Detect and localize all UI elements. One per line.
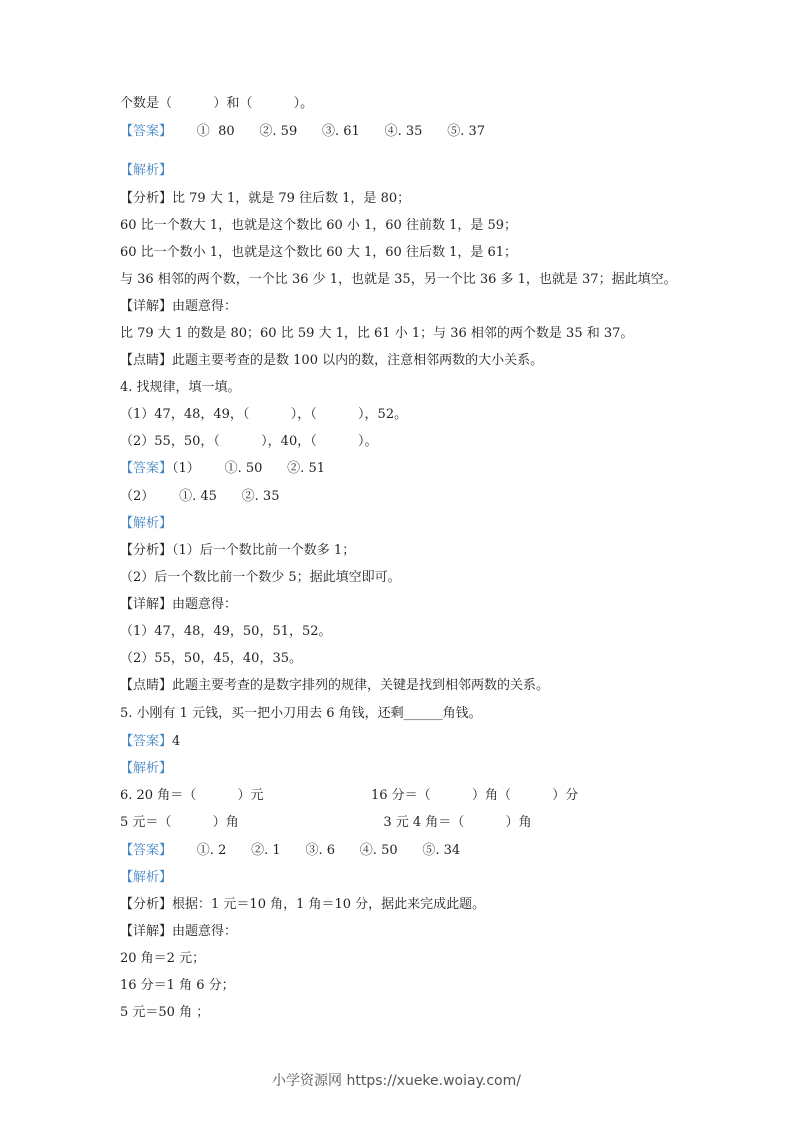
line-text: 比 79 大 1 的数是 80；60 比 59 大 1，比 61 小 1；与 36 相邻的两个数是 35 和 37。	[120, 326, 634, 341]
section-tag: 【点睛】	[120, 353, 173, 368]
line-text: 5 元＝50 角 ；	[120, 1005, 210, 1020]
line-text: 比 79 大 1，就是 79 往后数 1，是 80；	[172, 191, 411, 206]
section-tag: 【解析】	[120, 761, 173, 776]
line-text: 4. 找规律，填一填。	[120, 380, 241, 395]
line-text: （1）47，48，49，50，51，52。	[120, 624, 332, 639]
text-line	[120, 271, 677, 289]
text-line	[120, 569, 401, 587]
text-line	[120, 814, 532, 832]
text-line	[120, 623, 332, 641]
line-text: 16 分＝1 角 6 分；	[120, 978, 235, 993]
text-line	[120, 190, 410, 208]
section-tag: 【解析】	[120, 163, 173, 178]
line-text: 6. 20 角＝（ ）元 16 分＝（ ）角（ ）分	[120, 788, 579, 803]
section-tag: 【分析】	[120, 897, 173, 912]
text-line	[120, 298, 237, 316]
line-text: 60 比一个数大 1，也就是这个数比 60 小 1，60 往前数 1，是 59；	[120, 218, 518, 233]
text-line	[120, 162, 172, 180]
line-text: 由题意得：	[172, 924, 238, 939]
line-text: 此题主要考查的是数字排列的规律，关键是找到相邻两数的关系。	[172, 678, 550, 693]
text-line	[120, 842, 460, 860]
text-line	[120, 123, 485, 141]
section-tag: 【详解】	[120, 924, 173, 939]
line-text: 5. 小刚有 1 元钱，买一把小刀用去 6 角钱，还剩______角钱。	[120, 706, 482, 721]
text-line	[120, 244, 517, 262]
section-tag: 【答案】	[120, 124, 173, 139]
line-text: 根据：1 元＝10 角，1 角＝10 分，据此来完成此题。	[172, 897, 486, 912]
text-line	[120, 352, 543, 370]
text-line	[120, 379, 241, 397]
line-text: （1） ①. 50 ②. 51	[172, 461, 325, 476]
text-line	[120, 869, 172, 887]
line-text: ① 80 ②. 59 ③. 61 ④. 35 ⑤. 37	[172, 124, 486, 139]
text-line	[120, 325, 633, 343]
section-tag: 【详解】	[120, 597, 173, 612]
text-line	[120, 460, 325, 478]
line-text: 5 元＝（ ）角 3 元 4 角＝（ ）角	[120, 815, 532, 830]
text-line	[120, 705, 482, 723]
line-text: （2）后一个数比前一个数少 5；据此填空即可。	[120, 570, 401, 585]
text-line	[120, 542, 355, 560]
section-tag: 【分析】	[120, 543, 173, 558]
text-line	[120, 217, 517, 235]
line-text: （1）47，48，49，（ ），（ ），52。	[120, 407, 408, 422]
text-line	[120, 950, 205, 968]
line-text: （2） ①. 45 ②. 35	[120, 489, 280, 504]
section-tag: 【详解】	[120, 299, 173, 314]
line-text: （1）后一个数比前一个数多 1；	[172, 543, 356, 558]
line-text: 个数是（ ）和（ ）。	[120, 96, 314, 111]
footer-watermark: 小学资源网 https://xueke.woiay.com/	[272, 1073, 521, 1089]
line-text: 与 36 相邻的两个数，一个比 36 少 1，也就是 35，另一个比 36 多 1，也就是 37；据此填空。	[120, 272, 677, 287]
line-text: 60 比一个数小 1，也就是这个数比 60 大 1，60 往后数 1，是 61；	[120, 245, 518, 260]
line-text: 20 角＝2 元；	[120, 951, 206, 966]
line-text: 由题意得：	[172, 597, 238, 612]
text-line	[120, 596, 237, 614]
section-tag: 【答案】	[120, 461, 173, 476]
text-line	[120, 760, 172, 778]
line-text: 4	[172, 734, 181, 749]
text-line	[120, 896, 485, 914]
line-text: （2）55，50，（ ），40，（ ）。	[120, 434, 378, 449]
line-text: 由题意得：	[172, 299, 238, 314]
text-line	[120, 677, 549, 695]
line-text: （2）55，50，45，40，35。	[120, 651, 302, 666]
text-line	[120, 923, 237, 941]
text-line	[120, 515, 172, 533]
text-line	[120, 433, 378, 451]
text-line	[120, 977, 235, 995]
text-line	[120, 95, 313, 113]
text-line	[120, 1004, 209, 1022]
section-tag: 【分析】	[120, 191, 173, 206]
section-tag: 【解析】	[120, 870, 173, 885]
text-line	[120, 406, 407, 424]
section-tag: 【答案】	[120, 843, 173, 858]
text-line	[120, 650, 302, 668]
line-text: 此题主要考查的是数 100 以内的数，注意相邻两数的大小关系。	[172, 353, 544, 368]
text-line	[120, 787, 578, 805]
section-tag: 【答案】	[120, 734, 173, 749]
section-tag: 【点睛】	[120, 678, 173, 693]
section-tag: 【解析】	[120, 516, 173, 531]
text-line	[120, 488, 279, 506]
line-text: ①. 2 ②. 1 ③. 6 ④. 50 ⑤. 34	[172, 843, 461, 858]
text-line	[120, 733, 180, 751]
